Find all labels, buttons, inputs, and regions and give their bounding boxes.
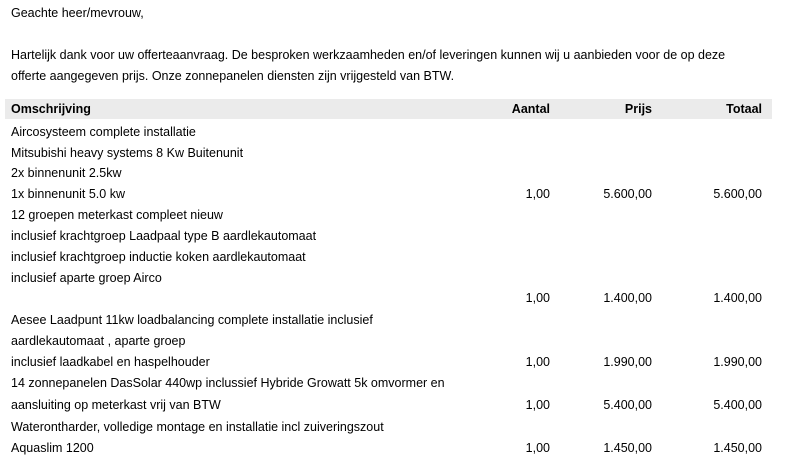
item-4-quantity: 1,00 xyxy=(525,398,550,412)
item-1-line-3: 2x binnenunit 2.5kw xyxy=(11,166,122,180)
intro-line-2: offerte aangegeven prijs. Onze zonnepanelen diensten zijn vrijgesteld van BTW. xyxy=(11,69,455,83)
item-2-line-2: inclusief krachtgroep Laadpaal type B aardlekautomaat xyxy=(11,229,317,243)
header-total: Totaal xyxy=(726,102,762,116)
item-1-line-1: Aircosysteem complete installatie xyxy=(11,125,196,139)
item-5-total: 1.450,00 xyxy=(713,441,762,455)
item-1-total: 5.600,00 xyxy=(713,187,762,201)
intro-line-1: Hartelijk dank voor uw offerteaanvraag. De besproken werkzaamheden en/of leveringen kunnen wij u aanbieden voor de op deze xyxy=(11,48,726,62)
item-1-line-2: Mitsubishi heavy systems 8 Kw Buitenunit xyxy=(11,146,244,160)
item-4-price: 5.400,00 xyxy=(603,398,652,412)
item-2-quantity: 1,00 xyxy=(525,291,550,305)
intro-paragraph xyxy=(11,45,771,87)
item-1-quantity: 1,00 xyxy=(525,187,550,201)
item-1-price: 5.600,00 xyxy=(603,187,652,201)
item-2-total: 1.400,00 xyxy=(713,291,762,305)
header-price: Prijs xyxy=(624,102,652,116)
item-5-line-1: Waterontharder, volledige montage en installatie incl zuiveringszout xyxy=(11,420,384,434)
table-header xyxy=(5,99,772,119)
item-5-price: 1.450,00 xyxy=(603,441,652,455)
item-3-price: 1.990,00 xyxy=(603,355,652,369)
item-2-price: 1.400,00 xyxy=(603,291,652,305)
item-3-quantity: 1,00 xyxy=(525,355,550,369)
item-5-quantity: 1,00 xyxy=(525,441,550,455)
header-quantity: Aantal xyxy=(511,102,550,116)
item-2-line-1: 12 groepen meterkast compleet nieuw xyxy=(11,208,223,222)
header-description: Omschrijving xyxy=(11,102,91,116)
item-4-line-1: 14 zonnepanelen DasSolar 440wp inclussief Hybride Growatt 5k omvormer en xyxy=(11,376,445,390)
item-3-line-2: aardlekautomaat , aparte groep xyxy=(11,334,186,348)
item-1-line-4: 1x binnenunit 5.0 kw xyxy=(11,187,125,201)
item-4-line-2: aansluiting op meterkast vrij van BTW xyxy=(11,398,221,412)
item-3-total: 1.990,00 xyxy=(713,355,762,369)
item-3-line-1: Aesee Laadpunt 11kw loadbalancing complete installatie inclusief xyxy=(11,313,373,327)
item-2-line-4: inclusief aparte groep Airco xyxy=(11,271,162,285)
item-3-line-3: inclusief laadkabel en haspelhouder xyxy=(11,355,210,369)
item-5-line-2: Aquaslim 1200 xyxy=(11,441,94,455)
item-2-line-3: inclusief krachtgroep inductie koken aardlekautomaat xyxy=(11,250,306,264)
greeting-text: Geachte heer/mevrouw, xyxy=(11,6,144,20)
item-4-total: 5.400,00 xyxy=(713,398,762,412)
